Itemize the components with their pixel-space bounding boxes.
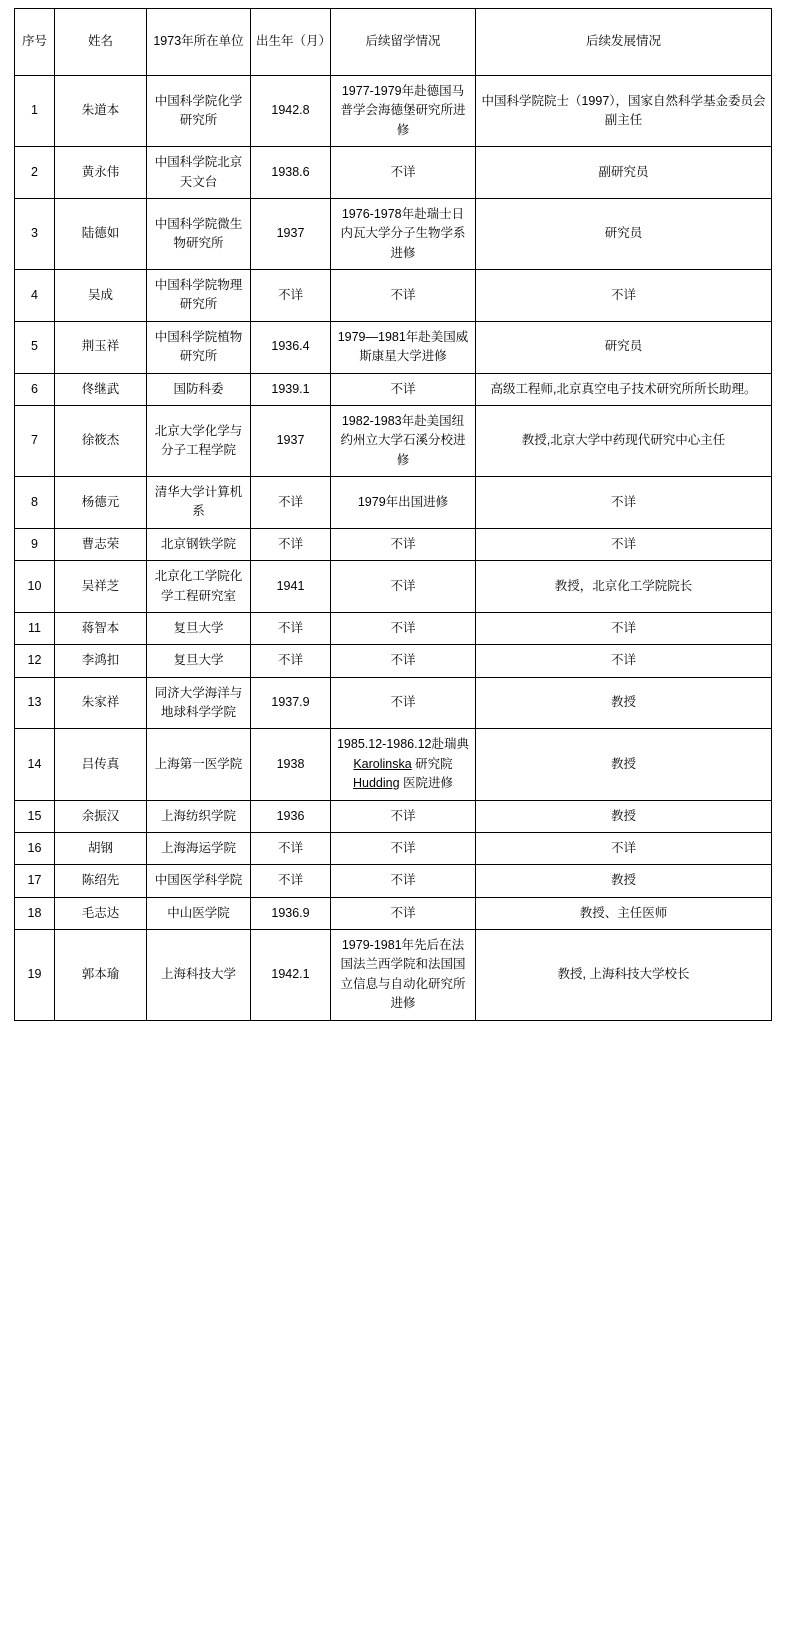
cell-birth-year: 不详	[251, 832, 331, 864]
column-header-name: 姓名	[55, 9, 147, 76]
cell-study-abroad: 不详	[331, 800, 476, 832]
cell-birth-year: 不详	[251, 865, 331, 897]
cell-development: 研究员	[476, 321, 772, 373]
cell-study-abroad: 不详	[331, 865, 476, 897]
cell-study-abroad: 1979-1981年先后在法国法兰西学院和法国国立信息与自动化研究所进修	[331, 930, 476, 1021]
cell-name: 郭本瑜	[55, 930, 147, 1021]
cell-development: 教授、主任医师	[476, 897, 772, 929]
cell-name: 徐筱杰	[55, 405, 147, 476]
cell-name: 曹志荣	[55, 528, 147, 560]
cell-development: 教授，北京化工学院院长	[476, 561, 772, 613]
cell-development: 教授	[476, 729, 772, 800]
table-row	[15, 373, 772, 405]
cell-birth-year: 1938	[251, 729, 331, 800]
cell-index: 15	[15, 800, 55, 832]
cell-birth-year: 不详	[251, 528, 331, 560]
cell-name: 陈绍先	[55, 865, 147, 897]
table-row	[15, 729, 772, 800]
cell-unit: 复旦大学	[147, 612, 251, 644]
cell-index: 2	[15, 147, 55, 199]
cell-name: 朱道本	[55, 76, 147, 147]
cell-unit: 北京化工学院化学工程研究室	[147, 561, 251, 613]
cell-index: 1	[15, 76, 55, 147]
cell-study-abroad: 1976-1978年赴瑞士日内瓦大学分子生物学系进修	[331, 198, 476, 269]
cell-name: 佟继武	[55, 373, 147, 405]
cell-index: 7	[15, 405, 55, 476]
cell-unit: 中山医学院	[147, 897, 251, 929]
table-row	[15, 528, 772, 560]
cell-name: 吴成	[55, 270, 147, 322]
table-row	[15, 612, 772, 644]
table-row	[15, 270, 772, 322]
table-row	[15, 477, 772, 529]
cell-unit: 北京大学化学与分子工程学院	[147, 405, 251, 476]
cell-study-abroad: 不详	[331, 561, 476, 613]
cell-unit: 中国科学院微生物研究所	[147, 198, 251, 269]
cell-study-abroad: 不详	[331, 147, 476, 199]
study-term-highlight: Hudding	[352, 776, 400, 791]
table-row	[15, 198, 772, 269]
cell-development: 中国科学院院士（1997），国家自然科学基金委员会副主任	[476, 76, 772, 147]
cell-name: 杨德元	[55, 477, 147, 529]
column-header-development: 后续发展情况	[476, 9, 772, 76]
cell-index: 8	[15, 477, 55, 529]
cell-name: 陆德如	[55, 198, 147, 269]
column-header-index: 序号	[15, 9, 55, 76]
cell-unit: 中国科学院植物研究所	[147, 321, 251, 373]
table-row	[15, 677, 772, 729]
table-row	[15, 645, 772, 677]
cell-study-abroad: 不详	[331, 897, 476, 929]
cell-development: 教授	[476, 677, 772, 729]
cell-unit: 上海纺织学院	[147, 800, 251, 832]
cell-name: 李鸿扣	[55, 645, 147, 677]
cell-study-abroad: 1979—1981年赴美国威斯康星大学进修	[331, 321, 476, 373]
cell-index: 19	[15, 930, 55, 1021]
table-row	[15, 321, 772, 373]
cell-development: 高级工程师,北京真空电子技术研究所所长助理。	[476, 373, 772, 405]
cell-unit: 复旦大学	[147, 645, 251, 677]
table-row	[15, 832, 772, 864]
cell-name: 荆玉祥	[55, 321, 147, 373]
cell-unit: 中国医学科学院	[147, 865, 251, 897]
cell-birth-year: 1937	[251, 198, 331, 269]
cell-unit: 北京钢铁学院	[147, 528, 251, 560]
cell-index: 9	[15, 528, 55, 560]
cell-study-abroad	[331, 729, 476, 800]
cell-study-abroad: 不详	[331, 677, 476, 729]
table-body	[15, 76, 772, 1021]
cell-development: 教授	[476, 800, 772, 832]
cell-birth-year: 不详	[251, 612, 331, 644]
cell-unit: 上海科技大学	[147, 930, 251, 1021]
cell-birth-year: 不详	[251, 477, 331, 529]
cell-study-abroad: 不详	[331, 645, 476, 677]
table-row	[15, 76, 772, 147]
column-header-unit: 1973年所在单位	[147, 9, 251, 76]
cell-study-abroad: 1982-1983年赴美国纽约州立大学石溪分校进修	[331, 405, 476, 476]
cell-study-abroad: 不详	[331, 270, 476, 322]
cell-index: 5	[15, 321, 55, 373]
cell-name: 胡钢	[55, 832, 147, 864]
roster-table	[14, 8, 772, 1021]
cell-birth-year: 1942.1	[251, 930, 331, 1021]
cell-development: 不详	[476, 612, 772, 644]
cell-birth-year: 1941	[251, 561, 331, 613]
table-row	[15, 865, 772, 897]
cell-development: 不详	[476, 477, 772, 529]
cell-name: 朱家祥	[55, 677, 147, 729]
cell-development: 研究员	[476, 198, 772, 269]
cell-unit: 中国科学院物理研究所	[147, 270, 251, 322]
cell-unit: 上海海运学院	[147, 832, 251, 864]
column-header-study: 后续留学情况	[331, 9, 476, 76]
study-term: 医院进修	[399, 776, 454, 791]
cell-name: 蒋智本	[55, 612, 147, 644]
table-header	[15, 9, 772, 76]
cell-development: 教授	[476, 865, 772, 897]
cell-study-abroad: 不详	[331, 612, 476, 644]
cell-study-abroad: 不详	[331, 832, 476, 864]
cell-birth-year: 1939.1	[251, 373, 331, 405]
column-header-birth: 出生年（月）	[251, 9, 331, 76]
header-row	[15, 9, 772, 76]
cell-birth-year: 不详	[251, 645, 331, 677]
cell-development: 教授,北京大学中药现代研究中心主任	[476, 405, 772, 476]
cell-name: 吴祥芝	[55, 561, 147, 613]
table-row	[15, 930, 772, 1021]
table-row	[15, 405, 772, 476]
cell-development: 不详	[476, 832, 772, 864]
table-row	[15, 147, 772, 199]
table-row	[15, 561, 772, 613]
cell-development: 不详	[476, 528, 772, 560]
table-row	[15, 897, 772, 929]
cell-study-abroad: 1979年出国进修	[331, 477, 476, 529]
cell-development: 不详	[476, 645, 772, 677]
cell-index: 12	[15, 645, 55, 677]
cell-unit: 上海第一医学院	[147, 729, 251, 800]
cell-name: 吕传真	[55, 729, 147, 800]
cell-birth-year: 1936.9	[251, 897, 331, 929]
cell-birth-year: 1942.8	[251, 76, 331, 147]
cell-index: 13	[15, 677, 55, 729]
cell-unit: 中国科学院北京天文台	[147, 147, 251, 199]
study-term: 研究院	[411, 756, 453, 771]
cell-birth-year: 1938.6	[251, 147, 331, 199]
cell-index: 6	[15, 373, 55, 405]
table-row	[15, 800, 772, 832]
study-term-highlight: Karolinska	[353, 756, 412, 771]
cell-unit: 中国科学院化学研究所	[147, 76, 251, 147]
cell-index: 11	[15, 612, 55, 644]
cell-index: 4	[15, 270, 55, 322]
cell-birth-year: 1937.9	[251, 677, 331, 729]
cell-birth-year: 1937	[251, 405, 331, 476]
cell-index: 10	[15, 561, 55, 613]
cell-unit: 清华大学计算机系	[147, 477, 251, 529]
cell-index: 14	[15, 729, 55, 800]
cell-birth-year: 1936	[251, 800, 331, 832]
cell-name: 黄永伟	[55, 147, 147, 199]
cell-study-abroad: 不详	[331, 528, 476, 560]
study-term: 1985.12-1986.12赴瑞典	[336, 737, 470, 752]
cell-study-abroad: 1977-1979年赴德国马普学会海德堡研究所进修	[331, 76, 476, 147]
cell-development: 教授, 上海科技大学校长	[476, 930, 772, 1021]
cell-birth-year: 不详	[251, 270, 331, 322]
cell-unit: 同济大学海洋与地球科学学院	[147, 677, 251, 729]
cell-index: 17	[15, 865, 55, 897]
cell-name: 毛志达	[55, 897, 147, 929]
cell-development: 副研究员	[476, 147, 772, 199]
cell-birth-year: 1936.4	[251, 321, 331, 373]
cell-index: 18	[15, 897, 55, 929]
cell-study-abroad: 不详	[331, 373, 476, 405]
cell-unit: 国防科委	[147, 373, 251, 405]
cell-development: 不详	[476, 270, 772, 322]
cell-index: 16	[15, 832, 55, 864]
cell-index: 3	[15, 198, 55, 269]
cell-name: 余振汉	[55, 800, 147, 832]
